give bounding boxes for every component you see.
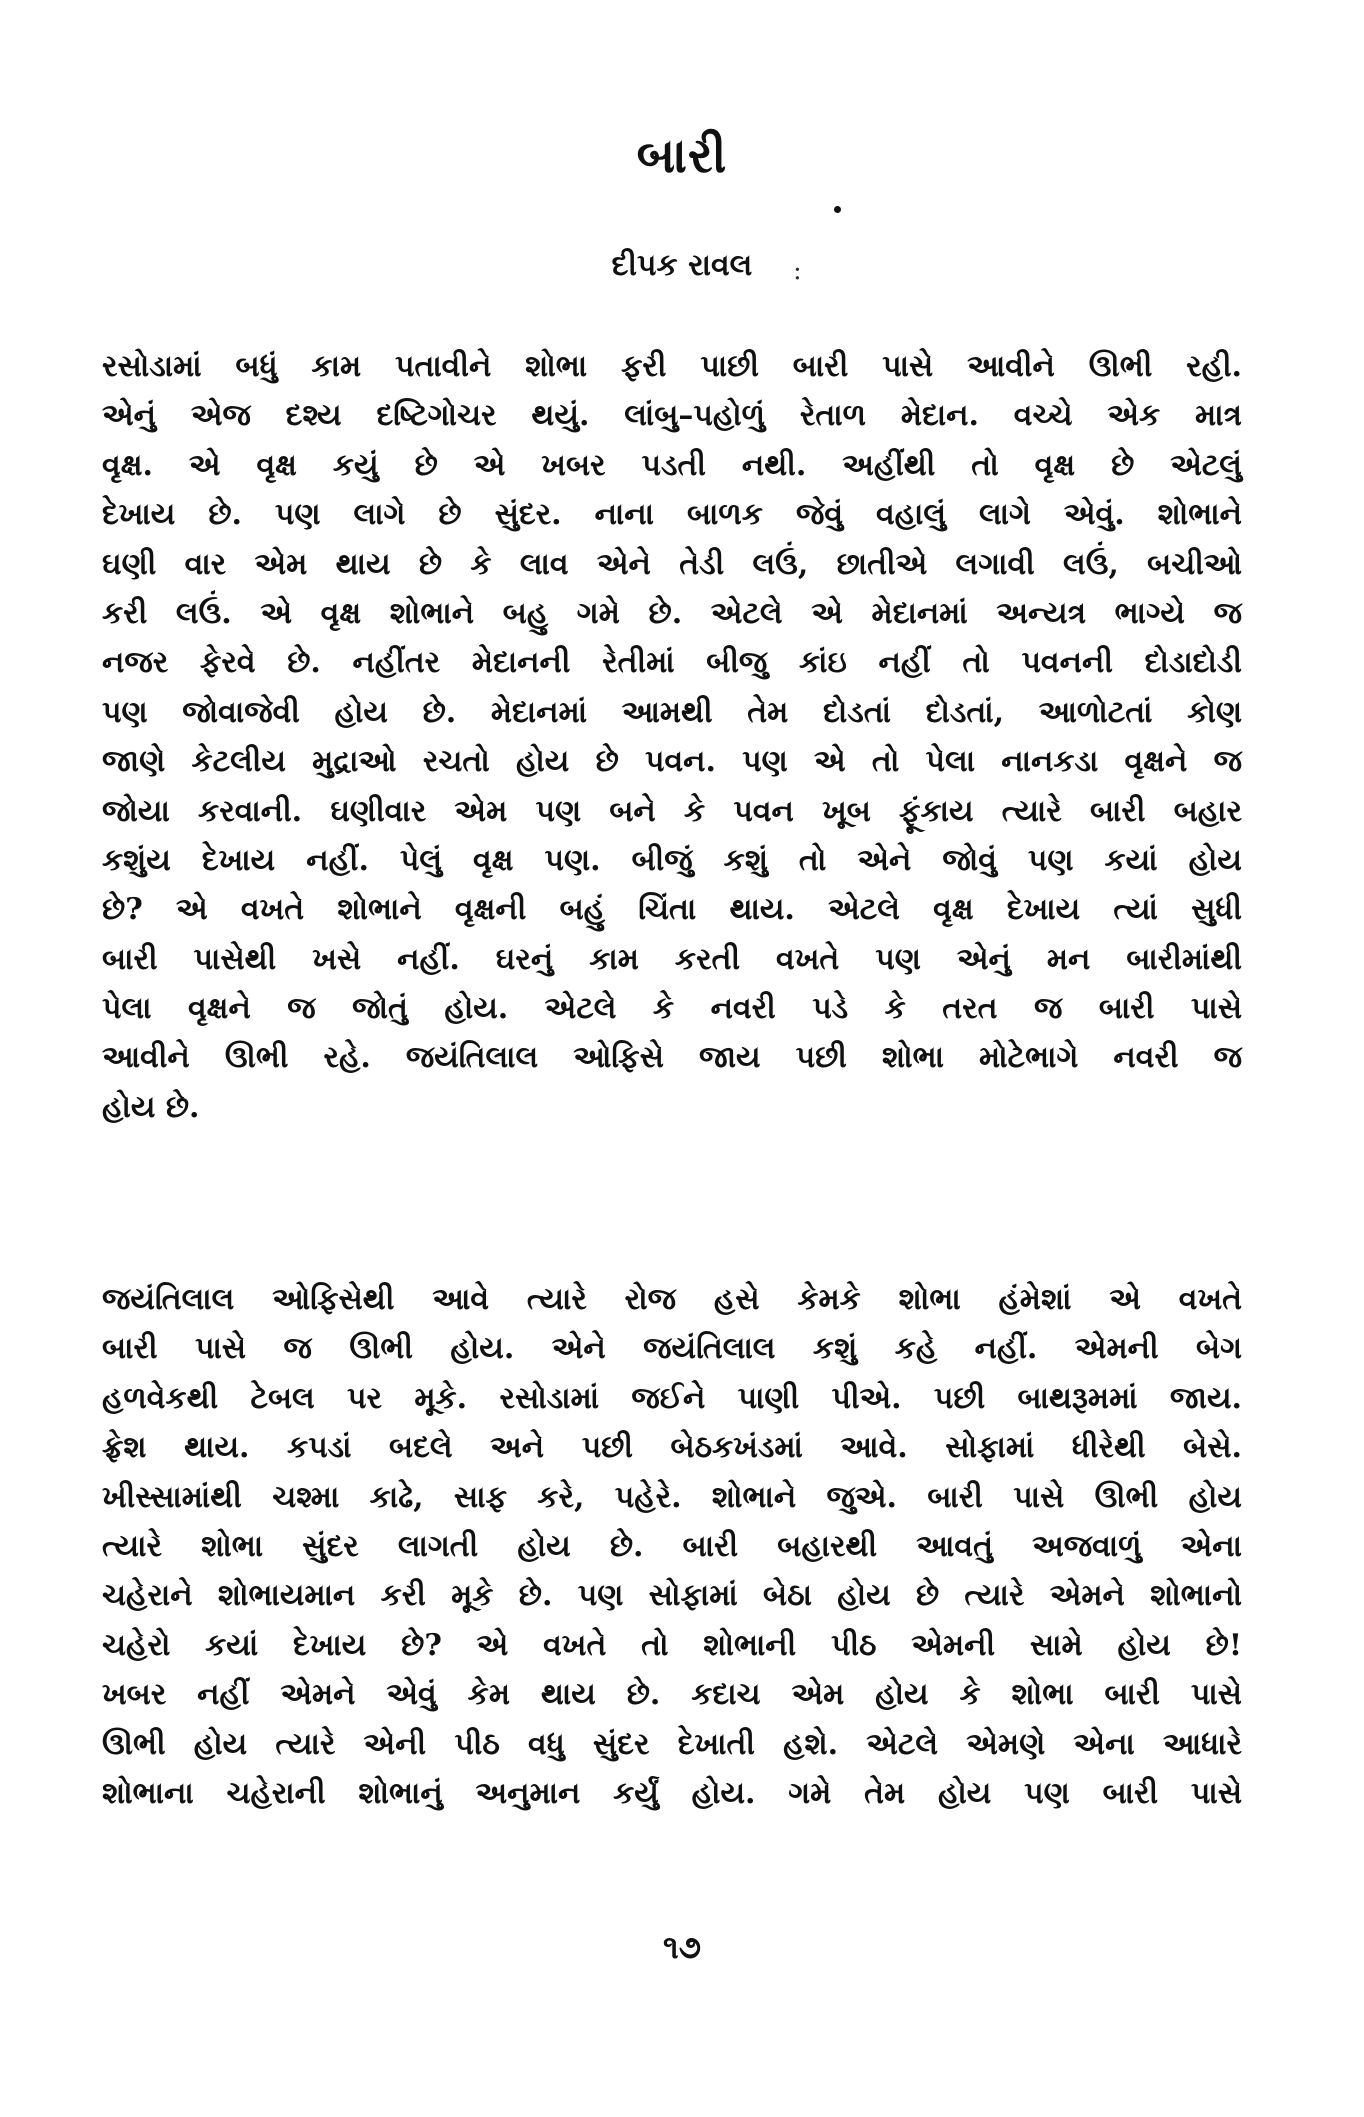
text-line: ખબર નહીં એમને એવું કેમ થાય છે. કદાચ એમ હોય કે શોભા બારી પાસે — [102, 1677, 1242, 1713]
text-line: દેખાય છે. પણ લાગે છે સુંદર. નાના બાળક જેવું વહાલું લાગે એવું. શોભાને — [102, 497, 1242, 533]
paragraph-2 — [102, 1275, 1242, 1818]
story-title: બારી — [636, 128, 728, 184]
paragraph-1 — [102, 342, 1242, 1132]
text-line: ચહેરો કયાં દેખાય છે? એ વખતે તો શોભાની પીઠ એમની સામે હોય છે! — [102, 1627, 1242, 1663]
text-line: જાણે કેટલીય મુદ્રાઓ રચતો હોય છે પવન. પણ એ તો પેલા નાનકડા વૃક્ષને જ — [102, 744, 1242, 780]
text-line: શોભાના ચહેરાની શોભાનું અનુમાન કર્યું હોય. ગમે તેમ હોય પણ બારી પાસે — [102, 1775, 1242, 1811]
page-number: ૧૭ — [663, 1928, 701, 1966]
author-name: દીપક રાવલ — [611, 248, 753, 283]
text-line: ફ્રેશ થાય. કપડાં બદલે અને પછી બેઠકખંડમાં આવે. સોફામાં ધીરેથી બેસે. — [102, 1430, 1242, 1466]
text-line: કશુંય દેખાય નહીં. પેલું વૃક્ષ પણ. બીજું કશું તો એને જોવું પણ કયાં હોય — [102, 842, 1242, 878]
text-line: જયંતિલાલ ઓફિસેથી આવે ત્યારે રોજ હસે કેમકે શોભા હંમેશાં એ વખતે — [102, 1282, 1242, 1317]
title-dot-mark — [834, 206, 841, 213]
text-line: પણ જોવાજેવી હોય છે. મેદાનમાં આમથી તેમ દોડતાં દોડતાં, આળોટતાં કોણ — [102, 694, 1242, 730]
text-line: જોયા કરવાની. ઘણીવાર એમ પણ બને કે પવન ખૂબ ફૂંકાય ત્યારે બારી બહાર — [102, 793, 1242, 829]
text-line: એનું એજ દશ્ય દષ્ટિગોચર થયું. લાંબુ–પહોળું રેતાળ મેદાન. વચ્ચે એક માત્ર — [102, 398, 1242, 434]
text-line: આવીને ઊભી રહે. જયંતિલાલ ઓફિસે જાય પછી શોભા મોટેભાગે નવરી જ — [102, 1040, 1242, 1076]
text-line: બારી પાસે જ ઊભી હોય. એને જયંતિલાલ કશું કહે નહીં. એમની બેગ — [102, 1331, 1242, 1367]
text-line: ખીસ્સામાંથી ચશ્મા કાઢે, સાફ કરે, પહેરે. શોભાને જુએ. બારી પાસે ઊભી હોય — [102, 1479, 1242, 1515]
text-line: ઊભી હોય ત્યારે એની પીઠ વધુ સુંદર દેખાતી હશે. એટલે એમણે એના આધારે — [102, 1726, 1242, 1762]
text-line: કરી લઉં. એ વૃક્ષ શોભાને બહુ ગમે છે. એટલે એ મેદાનમાં અન્યત્ર ભાગ્યે જ — [102, 595, 1242, 631]
text-line: ત્યારે શોભા સુંદર લાગતી હોય છે. બારી બહારથી આવતું અજવાળું એના — [102, 1528, 1242, 1564]
text-line: વૃક્ષ. એ વૃક્ષ કયું છે એ ખબર પડતી નથી. અહીંથી તો વૃક્ષ છે એટલું — [102, 447, 1242, 483]
text-line: ઘણી વાર એમ થાય છે કે લાવ એને તેડી લઉં, છાતીએ લગાવી લઉં, બચીઓ — [102, 546, 1242, 582]
text-line: ચહેરાને શોભાયમાન કરી મૂકે છે. પણ સોફામાં બેઠા હોય છે ત્યારે એમને શોભાનો — [102, 1578, 1242, 1614]
text-line: હળવેકથી ટેબલ પર મૂકે. રસોડામાં જઈને પાણી પીએ. પછી બાથરૂમમાં જાય. — [102, 1380, 1242, 1416]
text-line: બારી પાસેથી ખસે નહીં. ઘરનું કામ કરતી વખતે પણ એનું મન બારીમાંથી — [102, 941, 1242, 977]
text-line: રસોડામાં બધું કામ પતાવીને શોભા ફરી પાછી બારી પાસે આવીને ઊભી રહી. — [102, 349, 1242, 384]
text-line: હોય છે. — [102, 1089, 200, 1125]
text-line: નજર ફેરવે છે. નહીંતર મેદાનની રેતીમાં બીજુ કાંઇ નહીં તો પવનની દોડાદોડી — [102, 645, 1242, 681]
text-line: છે? એ વખતે શોભાને વૃક્ષની બહું ચિંતા થાય. એટલે વૃક્ષ દેખાય ત્યાં સુધી — [102, 892, 1242, 928]
author-colon-mark: : — [793, 256, 802, 286]
text-line: પેલા વૃક્ષને જ જોતું હોય. એટલે કે નવરી પડે કે તરત જ બારી પાસે — [102, 991, 1242, 1027]
